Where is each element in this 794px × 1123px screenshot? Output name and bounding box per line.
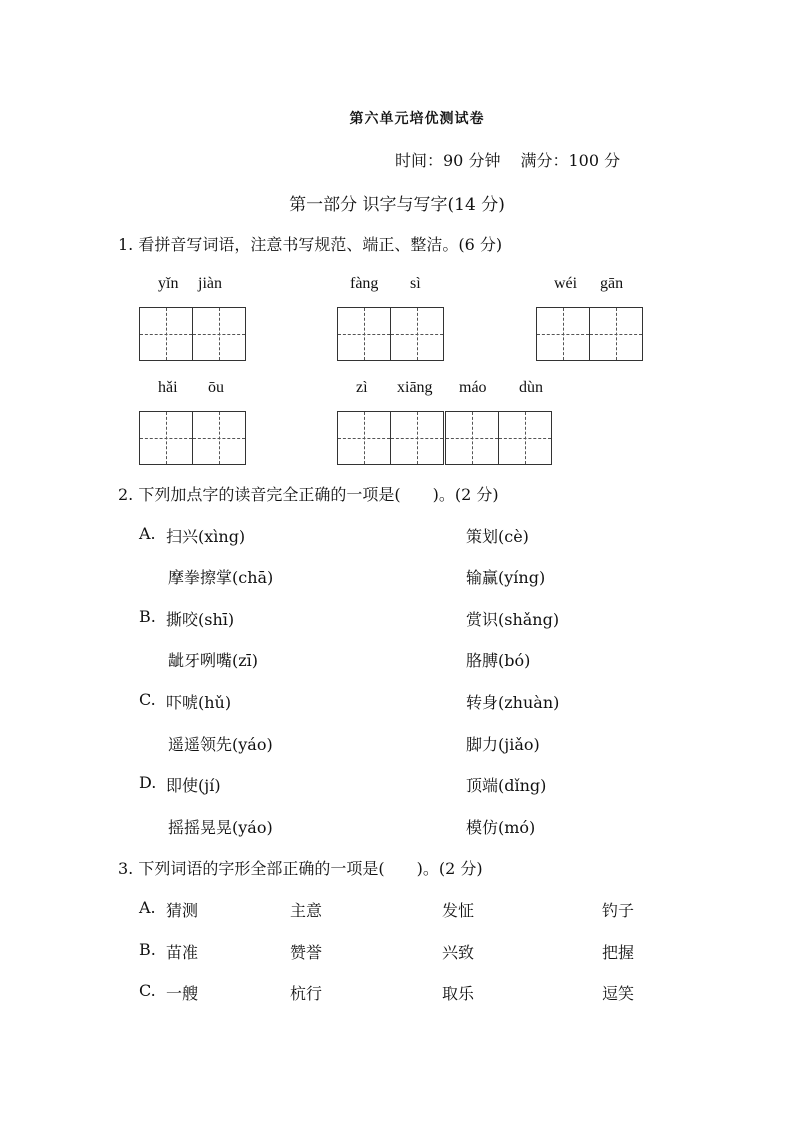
option-item: 即使(jí) (166, 776, 221, 795)
option-item: 扫兴(xìng) (166, 527, 246, 546)
option-item: 摇摇晃晃(yáo) (168, 818, 273, 837)
pinyin: zì (356, 379, 368, 396)
option-item: 把握 (602, 943, 635, 962)
pinyin: gān (600, 275, 624, 292)
option-item: 一艘 (166, 984, 199, 1003)
option-item: 取乐 (442, 984, 475, 1003)
pinyin: yǐn (158, 275, 179, 292)
option-item: 转身(zhuàn) (466, 693, 560, 712)
option-item: 胳膊(bó) (466, 651, 531, 670)
option-label: C. (139, 690, 156, 709)
writing-grid[interactable] (139, 411, 245, 465)
question-3-stem: 3. 下列词语的字形全部正确的一项是( )。(2 分) (118, 859, 483, 878)
pinyin: hǎi (158, 379, 178, 396)
grid-cell[interactable] (139, 307, 193, 361)
option-item: 脚力(jiǎo) (466, 735, 540, 754)
option-label: B. (139, 607, 156, 626)
grid-cell[interactable] (139, 411, 193, 465)
grid-cell[interactable] (337, 307, 391, 361)
pinyin: jiàn (198, 275, 222, 292)
writing-grid[interactable] (139, 307, 245, 361)
option-item: 杭行 (290, 984, 323, 1003)
option-item: 主意 (290, 901, 323, 920)
writing-grid[interactable] (337, 411, 551, 465)
pinyin: fàng (350, 275, 379, 292)
option-item: 苗准 (166, 943, 199, 962)
option-item: 撕咬(shī) (166, 610, 235, 629)
option-item: 钓子 (602, 901, 635, 920)
grid-cell[interactable] (536, 307, 590, 361)
option-label: A. (139, 898, 156, 917)
grid-cell[interactable] (498, 411, 552, 465)
option-item: 顶端(dǐng) (466, 776, 547, 795)
option-item: 吓唬(hǔ) (166, 693, 232, 712)
grid-cell[interactable] (589, 307, 643, 361)
option-item: 模仿(mó) (466, 818, 536, 837)
grid-cell[interactable] (390, 411, 444, 465)
option-label: A. (139, 524, 156, 543)
grid-cell[interactable] (390, 307, 444, 361)
section-title: 第一部分 识字与写字(14 分) (289, 195, 505, 215)
pinyin: máo (459, 379, 487, 396)
option-item: 猜测 (166, 901, 199, 920)
question-1-stem: 1. 看拼音写词语，注意书写规范、端正、整洁。(6 分) (118, 235, 503, 254)
option-item: 龇牙咧嘴(zī) (168, 651, 259, 670)
option-item: 赏识(shǎng) (466, 610, 560, 629)
question-2-stem: 2. 下列加点字的读音完全正确的一项是( )。(2 分) (118, 485, 499, 504)
pinyin: xiāng (397, 379, 433, 396)
grid-cell[interactable] (337, 411, 391, 465)
writing-grid[interactable] (337, 307, 443, 361)
option-item: 输赢(yíng) (466, 568, 546, 587)
option-item: 赞誉 (290, 943, 323, 962)
page-title: 第六单元培优测试卷 (349, 111, 485, 127)
grid-cell[interactable] (445, 411, 499, 465)
exam-score: 满分：100 分 (520, 151, 621, 170)
pinyin: wéi (554, 275, 578, 292)
exam-meta (395, 148, 620, 171)
option-item: 摩拳擦掌(chā) (168, 568, 274, 587)
option-item: 策划(cè) (466, 527, 529, 546)
option-label: C. (139, 981, 156, 1000)
option-item: 发怔 (442, 901, 475, 920)
pinyin: sì (410, 275, 421, 292)
grid-cell[interactable] (192, 307, 246, 361)
option-item: 逗笑 (602, 984, 635, 1003)
pinyin: ōu (208, 379, 224, 396)
pinyin: dùn (519, 379, 543, 396)
option-item: 遥遥领先(yáo) (168, 735, 273, 754)
writing-grid[interactable] (536, 307, 642, 361)
option-label: B. (139, 940, 156, 959)
grid-cell[interactable] (192, 411, 246, 465)
option-label: D. (139, 773, 157, 792)
exam-time: 时间：90 分钟 (395, 151, 501, 170)
option-item: 兴致 (442, 943, 475, 962)
